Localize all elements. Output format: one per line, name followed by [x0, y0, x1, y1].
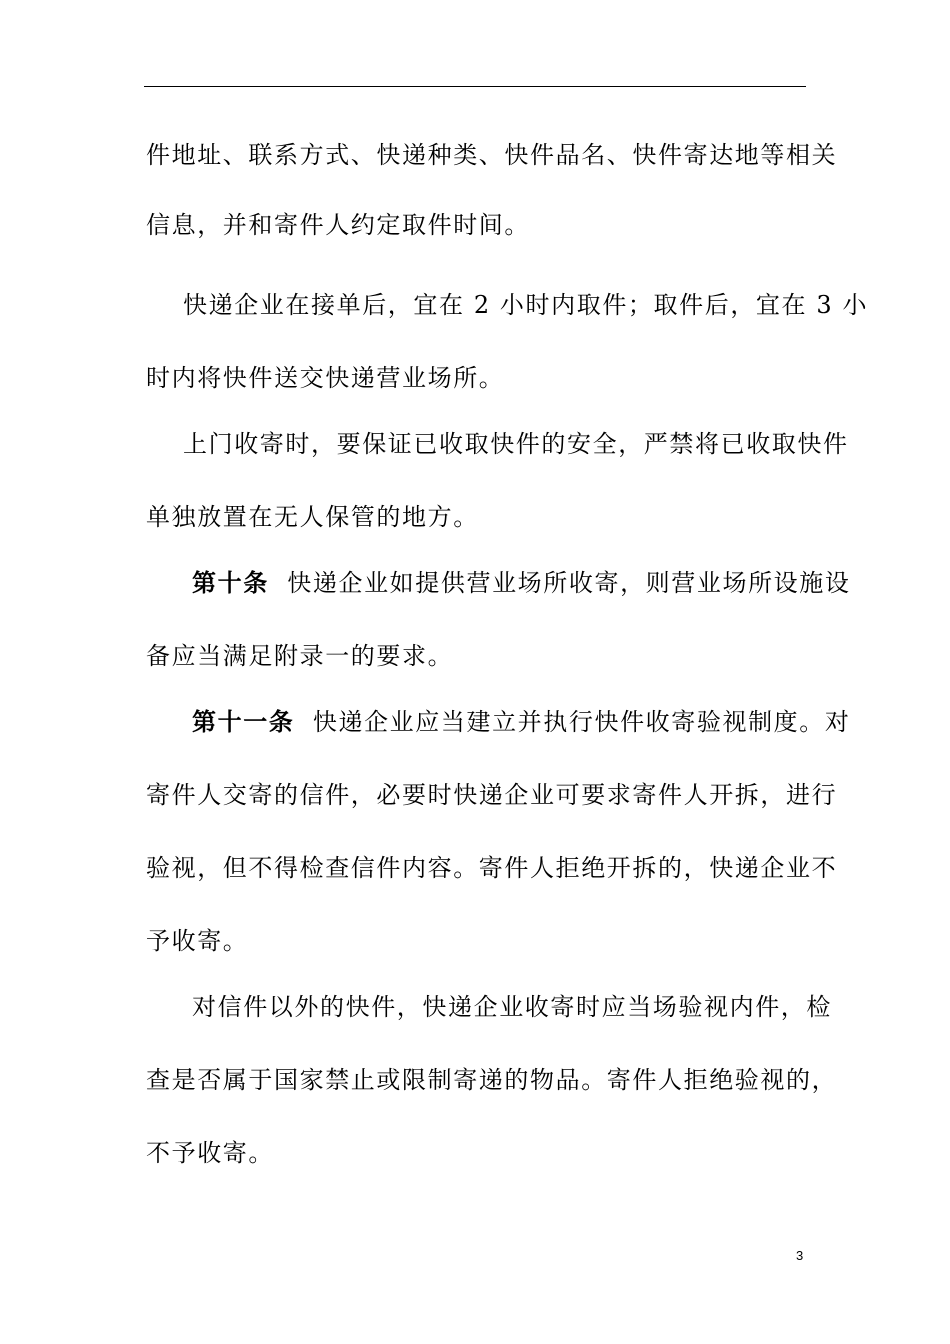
- text-line: 寄件人交寄的信件，必要时快递企业可要求寄件人开拆，进行: [146, 781, 838, 809]
- text-line: 不予收寄。: [146, 1139, 274, 1167]
- text-line: 信息，并和寄件人约定取件时间。: [146, 211, 530, 239]
- paragraph-first-line: 上门收寄时，要保证已收取快件的安全，严禁将已收取快件: [183, 430, 849, 458]
- article-heading: 第十一条: [192, 707, 295, 736]
- text-line: 查是否属于国家禁止或限制寄递的物品。寄件人拒绝验视的，: [146, 1066, 838, 1094]
- article-heading: 第十条: [192, 568, 269, 597]
- article-10-line: 第十条 快递企业如提供营业场所收寄，则营业场所设施设: [192, 568, 851, 597]
- text-line: 件地址、联系方式、快递种类、快件品名、快件寄达地等相关: [146, 141, 838, 169]
- text-line: 时内将快件送交快递营业场所。: [146, 364, 505, 392]
- text-line: 验视，但不得检查信件内容。寄件人拒绝开拆的，快递企业不: [146, 854, 838, 882]
- header-rule: [144, 86, 806, 87]
- paragraph-first-line: 对信件以外的快件，快递企业收寄时应当场验视内件，检: [192, 993, 832, 1021]
- paragraph-first-line: 快递企业在接单后，宜在 2 小时内取件；取件后，宜在 3 小: [183, 291, 869, 319]
- page-number: 3: [796, 1248, 804, 1263]
- text-line: 备应当满足附录一的要求。: [146, 642, 454, 670]
- text-line: 单独放置在无人保管的地方。: [146, 503, 479, 531]
- text-line: 予收寄。: [146, 927, 249, 955]
- article-11-line: 第十一条 快递企业应当建立并执行快件收寄验视制度。对: [192, 707, 851, 736]
